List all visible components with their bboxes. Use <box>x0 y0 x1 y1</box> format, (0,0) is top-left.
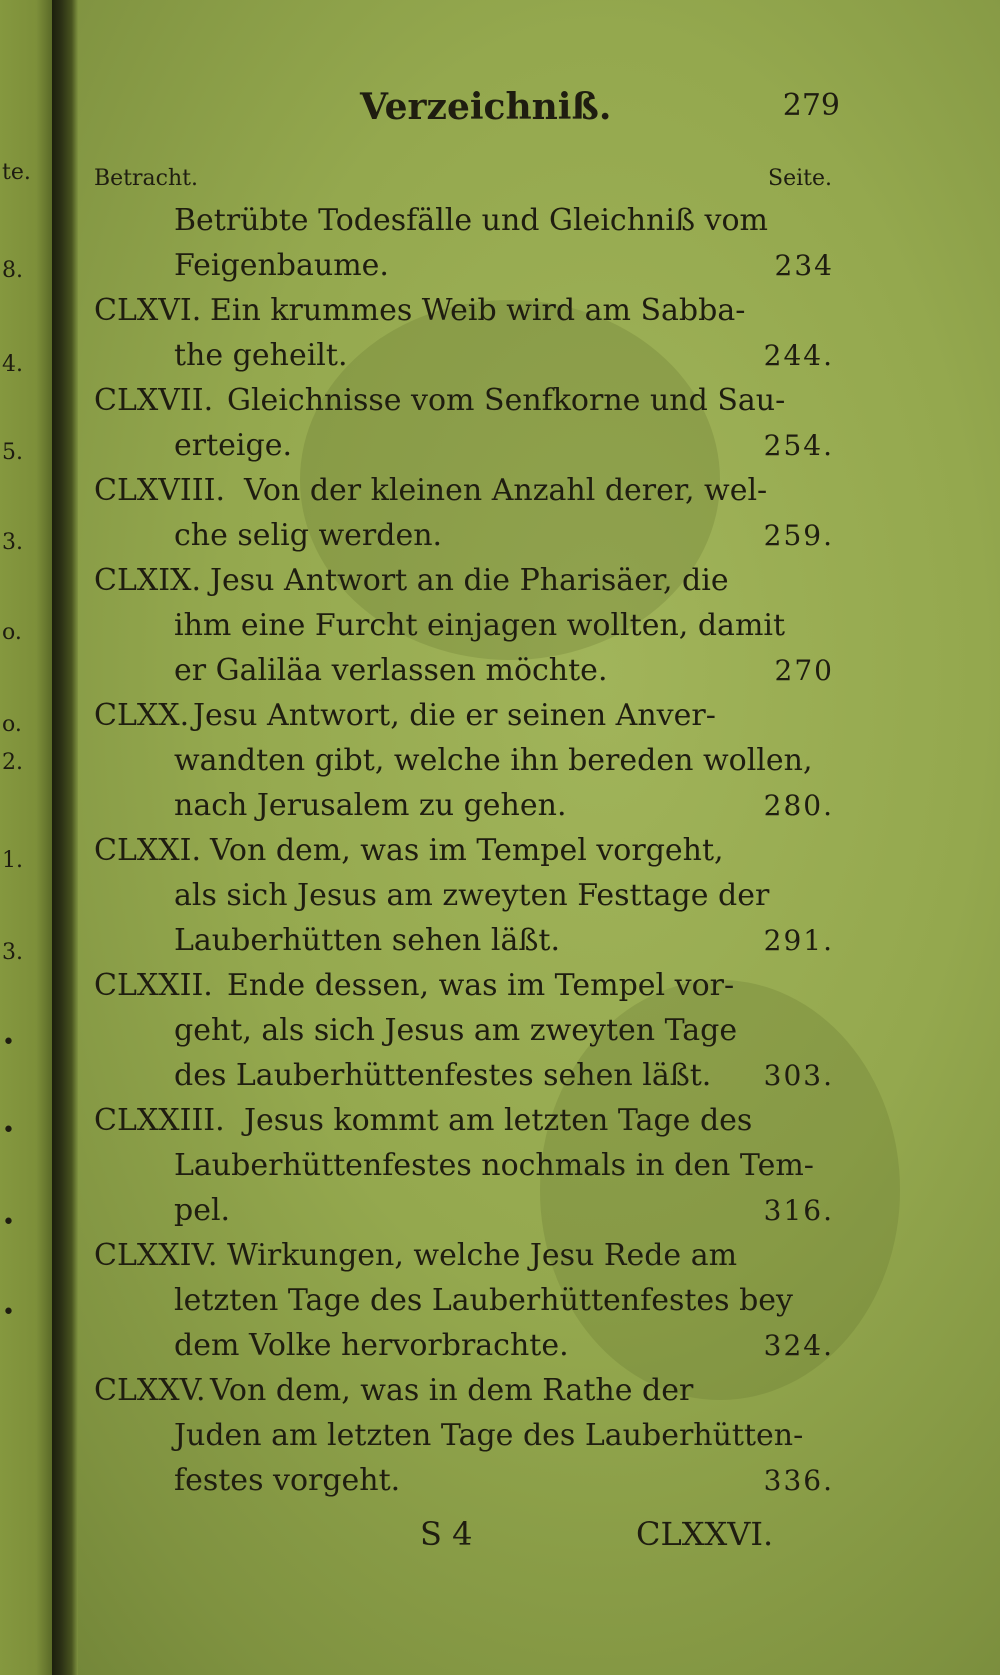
entry-title-text: Von der kleinen Anzahl derer, wel- <box>244 473 768 508</box>
toc-entry <box>94 693 834 828</box>
entry-line <box>94 1323 834 1368</box>
entry-line <box>94 963 834 1008</box>
entry-title-text: Jesu Antwort an die Pharisäer, die <box>210 563 729 598</box>
entry-title-text: er Galiläa verlassen möchte. <box>174 653 608 688</box>
entry-title-text: the geheilt. <box>174 338 348 373</box>
entry-title-text: wandten gibt, welche ihn bereden wollen, <box>174 743 813 778</box>
toc-entry <box>94 963 834 1098</box>
entry-title-text: pel. <box>174 1193 231 1228</box>
edge-fragment: • <box>2 1210 15 1235</box>
entry-line <box>94 603 834 648</box>
running-head: Verzeichniß. <box>360 86 612 128</box>
toc-entry <box>94 288 834 378</box>
entry-page-ref: 316. <box>763 1194 834 1227</box>
entry-line <box>94 378 834 423</box>
entry-number: CLXVIII. <box>94 473 225 508</box>
entry-number: CLXVI. <box>94 293 202 328</box>
entry-title-text: Juden am letzten Tage des Lauberhütten- <box>174 1418 804 1453</box>
page-number: 279 <box>782 88 840 123</box>
toc-entry <box>94 558 834 693</box>
table-of-contents <box>94 198 834 1503</box>
entry-title-text: Lauberhütten sehen läßt. <box>174 923 560 958</box>
entry-line <box>94 918 834 963</box>
entry-title-text: Lauberhüttenfestes nochmals in den Tem- <box>174 1148 814 1183</box>
entry-title-text: des Lauberhüttenfestes sehen läßt. <box>174 1058 712 1093</box>
entry-page-ref: 336. <box>763 1464 834 1497</box>
entry-number: CLXIX. <box>94 563 201 598</box>
entry-line <box>94 828 834 873</box>
toc-entry <box>94 378 834 468</box>
edge-fragment: o. <box>2 712 22 737</box>
edge-fragment: 4. <box>2 352 23 377</box>
entry-number: CLXXIII. <box>94 1103 225 1138</box>
edge-fragment: o. <box>2 620 22 645</box>
entry-line <box>94 648 834 693</box>
entry-line <box>94 198 834 243</box>
entry-number: CLXXI. <box>94 833 201 868</box>
entry-title-text: Wirkungen, welche Jesu Rede am <box>227 1238 738 1273</box>
edge-fragment: te. <box>2 160 31 185</box>
toc-entry <box>94 828 834 963</box>
entry-title-text: Gleichnisse vom Senfkorne und Sau- <box>227 383 786 418</box>
entry-line <box>94 513 834 558</box>
entry-page-ref: 244. <box>763 339 834 372</box>
entry-page-ref: 234 <box>774 249 834 282</box>
column-heading-left: Betracht. <box>94 166 198 191</box>
edge-fragment: 3. <box>2 530 23 555</box>
signature-mark: S 4 <box>420 1515 473 1553</box>
entry-title-text: als sich Jesus am zweyten Festtage der <box>174 878 770 913</box>
entry-title-text: Feigenbaume. <box>174 248 389 283</box>
page-footer <box>0 1515 1000 1565</box>
entry-line <box>94 738 834 783</box>
entry-number: CLXXV. <box>94 1373 206 1408</box>
entry-title-text: erteige. <box>174 428 292 463</box>
column-heading-right: Seite. <box>768 166 832 191</box>
entry-line <box>94 333 834 378</box>
entry-number: CLXX. <box>94 698 190 733</box>
entry-line <box>94 558 834 603</box>
entry-number: CLXXII. <box>94 968 213 1003</box>
entry-number: CLXVII. <box>94 383 214 418</box>
catchword: CLXXVI. <box>636 1515 774 1553</box>
entry-line <box>94 1188 834 1233</box>
toc-entry <box>94 1098 834 1233</box>
entry-title-text: Von dem, was im Tempel vorgeht, <box>210 833 724 868</box>
entry-page-ref: 324. <box>763 1329 834 1362</box>
edge-fragment: 8. <box>2 258 23 283</box>
entry-line <box>94 243 834 288</box>
entry-title-text: letzten Tage des Lauberhüttenfestes bey <box>174 1283 793 1318</box>
edge-fragment: 3. <box>2 940 23 965</box>
entry-line <box>94 693 834 738</box>
book-gutter <box>52 0 78 1675</box>
entry-line <box>94 1233 834 1278</box>
previous-page-fragments <box>0 0 52 1675</box>
entry-line <box>94 873 834 918</box>
edge-fragment: 1. <box>2 848 23 873</box>
edge-fragment: • <box>2 1300 15 1325</box>
edge-fragment: • <box>2 1030 15 1055</box>
toc-entry <box>94 198 834 288</box>
entry-line <box>94 1008 834 1053</box>
entry-line <box>94 468 834 513</box>
entry-line <box>94 1413 834 1458</box>
entry-line <box>94 783 834 828</box>
entry-line <box>94 1053 834 1098</box>
entry-number: CLXXIV. <box>94 1238 218 1273</box>
entry-page-ref: 259. <box>763 519 834 552</box>
edge-fragment: 5. <box>2 440 23 465</box>
entry-line <box>94 1143 834 1188</box>
entry-title-text: Jesus kommt am letzten Tage des <box>244 1103 753 1138</box>
entry-title-text: festes vorgeht. <box>174 1463 401 1498</box>
entry-title-text: nach Jerusalem zu gehen. <box>174 788 567 823</box>
entry-page-ref: 303. <box>763 1059 834 1092</box>
entry-title-text: Ende dessen, was im Tempel vor- <box>227 968 735 1003</box>
entry-line <box>94 423 834 468</box>
entry-line <box>94 1278 834 1323</box>
toc-entry <box>94 468 834 558</box>
entry-page-ref: 280. <box>763 789 834 822</box>
toc-entry <box>94 1233 834 1368</box>
edge-fragment: 2. <box>2 750 23 775</box>
entry-line <box>94 288 834 333</box>
entry-title-text: Jesu Antwort, die er seinen Anver- <box>193 698 716 733</box>
entry-title-text: ihm eine Furcht einjagen wollten, damit <box>174 608 786 643</box>
toc-entry <box>94 1368 834 1503</box>
edge-fragment: • <box>2 1118 15 1143</box>
entry-page-ref: 291. <box>763 924 834 957</box>
entry-page-ref: 270 <box>774 654 834 687</box>
entry-title-text: Von dem, was in dem Rathe der <box>210 1373 694 1408</box>
entry-title-text: che selig werden. <box>174 518 443 553</box>
entry-title-text: geht, als sich Jesus am zweyten Tage <box>174 1013 738 1048</box>
entry-line <box>94 1098 834 1143</box>
entry-title-text: Ein krummes Weib wird am Sabba- <box>210 293 746 328</box>
entry-title-text: dem Volke hervorbrachte. <box>174 1328 569 1363</box>
entry-page-ref: 254. <box>763 429 834 462</box>
entry-line <box>94 1368 834 1413</box>
entry-line <box>94 1458 834 1503</box>
entry-title-text: Betrübte Todesfälle und Gleichniß vom <box>174 203 768 238</box>
